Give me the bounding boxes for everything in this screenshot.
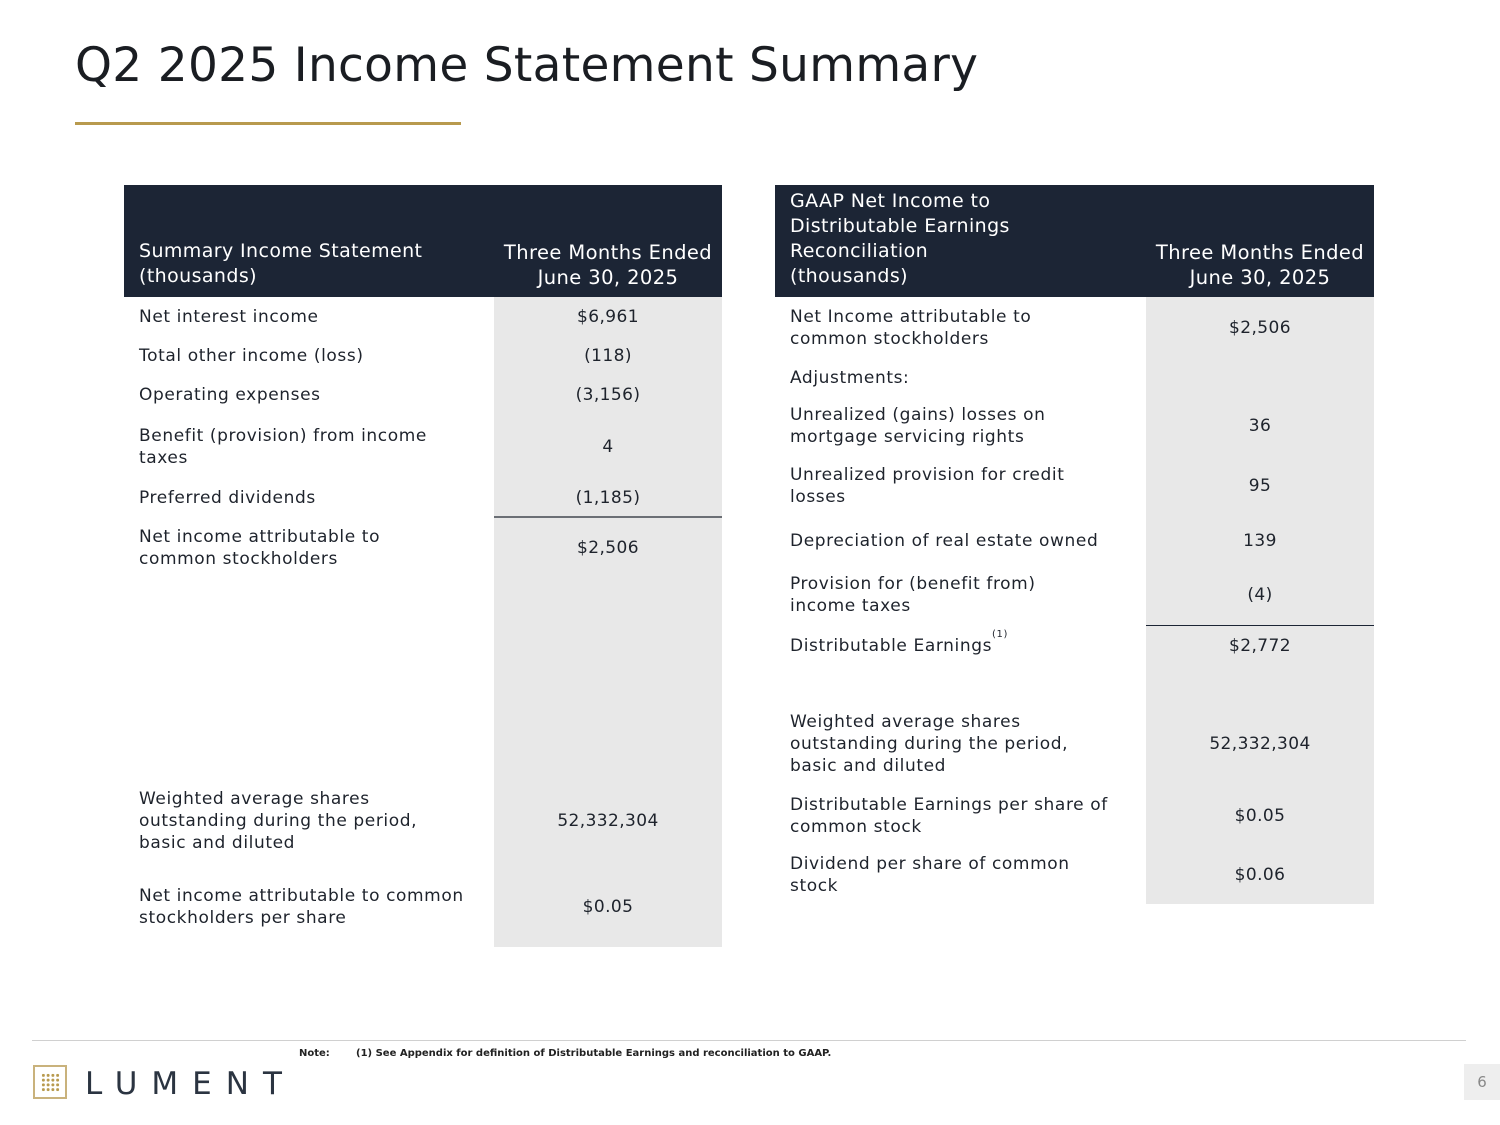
table-row [124,516,722,774]
table-row [775,625,1374,701]
row-label: Adjustments: [790,367,910,388]
table-row [775,396,1374,456]
note-text: (1) See Appendix for definition of Distributable Earnings and reconciliation to GAAP. [356,1048,832,1059]
header-label [775,185,1146,297]
table-row [124,867,722,947]
header-period: Three Months Ended June 30, 2025 [503,241,713,289]
summary-income-statement-table [124,185,722,947]
page-title: Q2 2025 Income Statement Summary [75,38,979,93]
row-label: Net interest income [139,306,319,327]
table-row [124,479,722,516]
table-row [775,786,1374,846]
row-label: Unrealized provision for credit losses [790,465,1065,507]
row-value: $0.06 [1146,846,1374,904]
table-row [775,565,1374,625]
table-row [775,516,1374,565]
table-row [775,297,1374,359]
row-label: Provision for (benefit from) income taxes [790,574,1036,616]
table-row [775,456,1374,516]
row-value: 52,332,304 [494,774,722,867]
row-label: Distributable Earnings (1) [790,629,1009,656]
footer-divider [32,1040,1466,1041]
distributable-earnings-reconciliation-table [775,185,1374,904]
row-value: 52,332,304 [1146,701,1374,786]
header-period: Three Months Ended June 30, 2025 [1155,241,1365,289]
header-label-title: GAAP Net Income to Distributable Earnings Reconciliation [790,190,1010,262]
row-value: (118) [494,336,722,375]
table-row [775,359,1374,396]
row-label: Benefit (provision) from income taxes [139,425,427,468]
row-label: Operating expenses [139,384,321,405]
row-value: $0.05 [1146,786,1374,846]
row-label: Total other income (loss) [139,345,364,366]
row-label: Weighted average shares outstanding during the period, basic and diluted [790,711,1069,776]
row-label: Weighted average shares outstanding during the period, basic and diluted [139,788,418,853]
row-value: (1,185) [494,479,722,516]
lument-logo-icon [33,1065,67,1099]
row-label: Net income attributable to common stockholders [139,527,381,569]
table-row [124,414,722,479]
row-value: 139 [1146,516,1374,565]
table-header [775,185,1374,297]
lument-logo-text: LUMENT [85,1066,296,1102]
row-value: (4) [1146,565,1374,625]
table-row [124,297,722,336]
table-row [775,846,1374,904]
row-value: 95 [1146,456,1374,516]
row-label: Net income attributable to common stockholders per share [139,886,464,928]
table-row [775,701,1374,786]
table-header [124,185,722,297]
row-label: Net Income attributable to common stockholders [790,307,1032,349]
page-number: 6 [1464,1064,1500,1100]
footnote [299,1048,832,1059]
header-label-title: Summary Income Statement [139,240,423,262]
distributable-earnings-label: Distributable Earnings [790,636,993,656]
header-label [124,185,494,297]
row-value [1146,359,1374,396]
row-value: $0.05 [494,867,722,947]
note-label: Note: [299,1048,330,1059]
table-row [124,336,722,375]
title-underline [75,122,461,125]
table-row [124,774,722,867]
row-value: $2,772 [1146,625,1374,701]
row-value: $2,506 [1146,297,1374,359]
table-row [124,375,722,414]
row-label: Distributable Earnings per share of common stock [790,795,1108,837]
row-value: 4 [494,414,722,479]
header-label-units: (thousands) [139,265,257,287]
row-value: (3,156) [494,375,722,414]
row-label: Depreciation of real estate owned [790,530,1099,551]
row-value: 36 [1146,396,1374,456]
header-label-units: (thousands) [790,265,908,287]
row-value: $6,961 [494,297,722,336]
row-label: Preferred dividends [139,487,316,508]
row-label: Unrealized (gains) losses on mortgage servicing rights [790,405,1046,447]
row-label: Dividend per share of common stock [790,854,1070,896]
row-value: $2,506 [494,516,722,774]
